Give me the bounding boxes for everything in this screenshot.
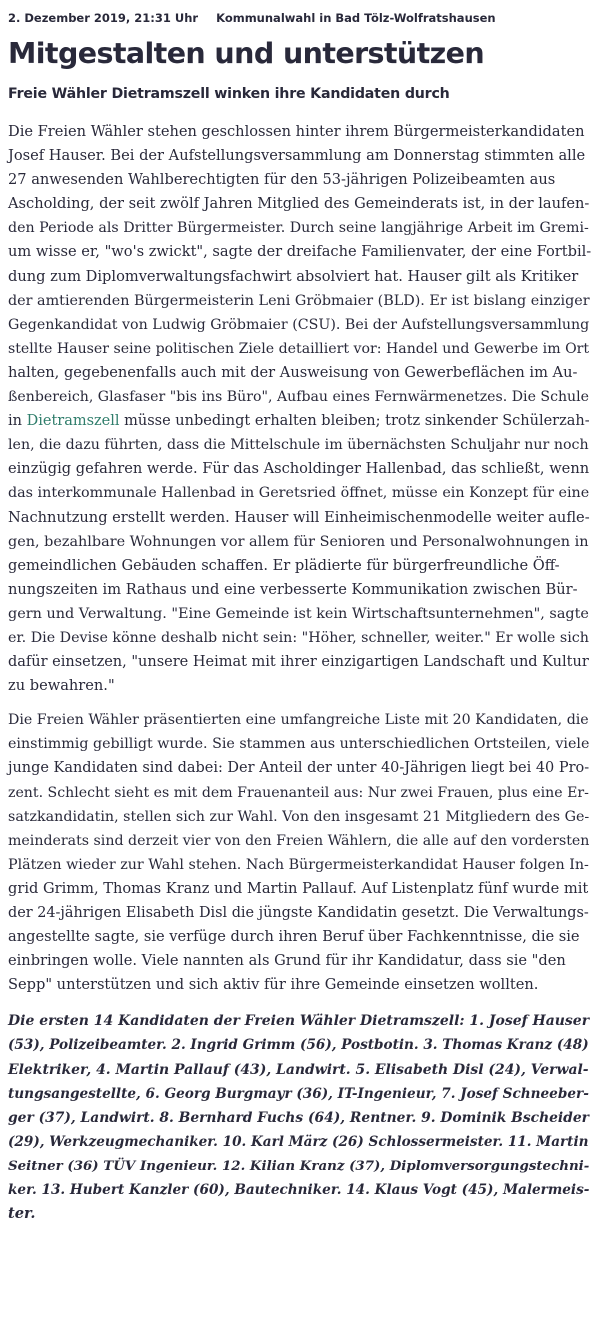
text-line: angestellte sagte, sie verfüge durch ihren Beruf über Fachkenntnisse, die sie xyxy=(8,928,580,946)
article-headline: Mitgestalten und unterstützen xyxy=(8,37,485,70)
text-line: Sepp" unterstützen und sich aktiv für ihre Gemeinde einsetzen wollten. xyxy=(8,976,539,994)
text-line-with-link xyxy=(8,409,592,433)
text-line: junge Kandidaten sind dabei: Der Anteil der unter 40-Jährigen liegt bei 40 Pro- xyxy=(8,760,590,777)
text-line: halten, gegebenenfalls auch mit der Ausweisung von Gewerbeflächen im Au- xyxy=(8,363,578,381)
text-line: um wisse er, "wo's zwickt", sagte der dreifache Familienvater, der eine Fortbil- xyxy=(8,243,592,261)
text-line: ger (37), Landwirt. 8. Bernhard Fuchs (64), Rentner. 9. Dominik Bscheider xyxy=(8,1109,589,1126)
article-meta xyxy=(8,10,592,26)
body-paragraph-2 xyxy=(8,708,592,997)
body-paragraph-1 xyxy=(8,120,592,698)
text-line: dafür einsetzen, "unsere Heimat mit ihrer einzigartigen Landschaft und Kultur xyxy=(8,654,589,671)
text-line: gen, bezahlbare Wohnungen vor allem für Senioren und Personalwohnungen in xyxy=(8,533,589,550)
text-line: ker. 13. Hubert Kanzler (60), Bautechniker. 14. Klaus Vogt (45), Malermeis- xyxy=(8,1182,590,1199)
text-line: der amtierenden Bürgermeisterin Leni Gröbmaier (BLD). Er ist bislang einziger xyxy=(8,292,590,309)
text-line: satzkandidatin, stellen sich zur Wahl. Von den insgesamt 21 Mitgliedern des Ge- xyxy=(8,808,590,825)
text-line: (53), Polizeibeamter. 2. Ingrid Grimm (56), Postbotin. 3. Thomas Kranz (48) xyxy=(8,1037,589,1054)
text-line: der 24-jährigen Elisabeth Disl die jüngste Kandidatin gesetzt. Die Verwaltungs- xyxy=(8,905,589,921)
text-line: Seitner (36) TÜV Ingenieur. 12. Kilian Kranz (37), Diplomversorgungstechni- xyxy=(8,1157,590,1174)
text-line: gemeindlichen Gebäuden schaffen. Er plädierte für bürgerfreundliche Öff- xyxy=(8,556,560,574)
text-line: gern und Verwaltung. "Eine Gemeinde ist kein Wirtschaftsunternehmen", sagte xyxy=(8,605,589,622)
text-line: Ascholding, der seit zwölf Jahren Mitglied des Gemeinderats ist, in der laufen- xyxy=(8,195,590,213)
category-label[interactable]: Kommunalwahl in Bad Tölz-Wolfratshausen xyxy=(216,11,496,25)
text-line: (29), Werkzeugmechaniker. 10. Karl März (26) Schlossermeister. 11. Martin xyxy=(8,1133,589,1150)
text-line: meinderats sind derzeit vier von den Freien Wählern, die alle auf den vordersten xyxy=(8,832,590,849)
text-line: zent. Schlecht sieht es mit dem Frauenanteil aus: Nur zwei Frauen, plus eine Er- xyxy=(8,784,589,801)
article-subtitle: Freie Wähler Dietramszell winken ihre Kandidaten durch xyxy=(8,86,450,102)
text-line: das interkommunale Hallenbad in Geretsried öffnet, müsse ein Konzept für eine xyxy=(8,485,590,502)
text-line: len, die dazu führten, dass die Mittelschule im übernächsten Schuljahr nur noch xyxy=(8,437,589,454)
dietramszell-link[interactable]: Dietramszell xyxy=(26,413,120,430)
text-line: er. Die Devise könne deshalb nicht sein: "Höher, schneller, weiter." Er wolle sich xyxy=(8,629,589,646)
text-line: dung zum Diplomverwaltungsfachwirt absolviert hat. Hauser gilt als Kritiker xyxy=(8,267,579,285)
text-line: ßenbereich, Glasfaser "bis ins Büro", Aufbau eines Fernwärmenetzes. Die Schule xyxy=(8,389,590,406)
candidates-list-paragraph xyxy=(8,1009,592,1226)
text-line: ter. xyxy=(8,1205,36,1223)
publish-date: 2. Dezember 2019, 21:31 Uhr xyxy=(8,11,199,25)
text-line: Gegenkandidat von Ludwig Gröbmaier (CSU). Bei der Aufstellungsversammlung xyxy=(8,316,590,333)
text-line: nungszeiten im Rathaus und eine verbesserte Kommunikation zwischen Bür- xyxy=(8,580,578,598)
text-line: Nachnutzung erstellt werden. Hauser will Einheimischenmodelle weiter aufle- xyxy=(8,508,590,526)
text-line: Plätzen wieder zur Wahl stehen. Nach Bürgermeisterkandidat Hauser folgen In- xyxy=(8,856,589,873)
text-line: den Periode als Dritter Bürgermeister. Durch seine langjährige Arbeit im Gremi- xyxy=(8,220,589,237)
text-line: stellte Hauser seine politischen Ziele detailliert vor: Handel und Gewerbe im Ort xyxy=(8,340,590,357)
text-line: einstimmig gebilligt wurde. Sie stammen aus unterschiedlichen Ortsteilen, viele xyxy=(8,736,590,753)
text-line: zu bewahren." xyxy=(8,677,115,695)
text-line: tungsangestellte, 6. Georg Burgmayr (36), IT-Ingenieur, 7. Josef Schneeber- xyxy=(8,1085,589,1102)
text-line: Die ersten 14 Kandidaten der Freien Wähler Dietramszell: 1. Josef Hauser xyxy=(8,1013,590,1030)
text-line: Die Freien Wähler präsentierten eine umfangreiche Liste mit 20 Kandidaten, die xyxy=(8,712,589,729)
link-suffix: müsse unbedingt erhalten bleiben; trotz sinkender Schülerzah- xyxy=(119,413,590,430)
text-line: Elektriker, 4. Martin Pallauf (43), Landwirt. 5. Elisabeth Disl (24), Verwal- xyxy=(8,1061,589,1078)
text-line: einzügig gefahren werde. Für das Ascholdinger Hallenbad, das schließt, wenn xyxy=(8,460,590,478)
text-line: Die Freien Wähler stehen geschlossen hinter ihrem Bürgermeisterkandidaten xyxy=(8,123,585,140)
text-line: einbringen wolle. Viele nannten als Grund für ihr Kandidatur, dass sie "den xyxy=(8,952,566,970)
text-line: 27 anwesenden Wahlberechtigten für den 53-jährigen Polizeibeamten aus xyxy=(8,171,556,189)
text-line: grid Grimm, Thomas Kranz und Martin Pallauf. Auf Listenplatz fünf wurde mit xyxy=(8,879,589,897)
text-line: Josef Hauser. Bei der Aufstellungsversammlung am Donnerstag stimmten alle xyxy=(8,147,586,165)
link-prefix: in xyxy=(8,413,27,430)
